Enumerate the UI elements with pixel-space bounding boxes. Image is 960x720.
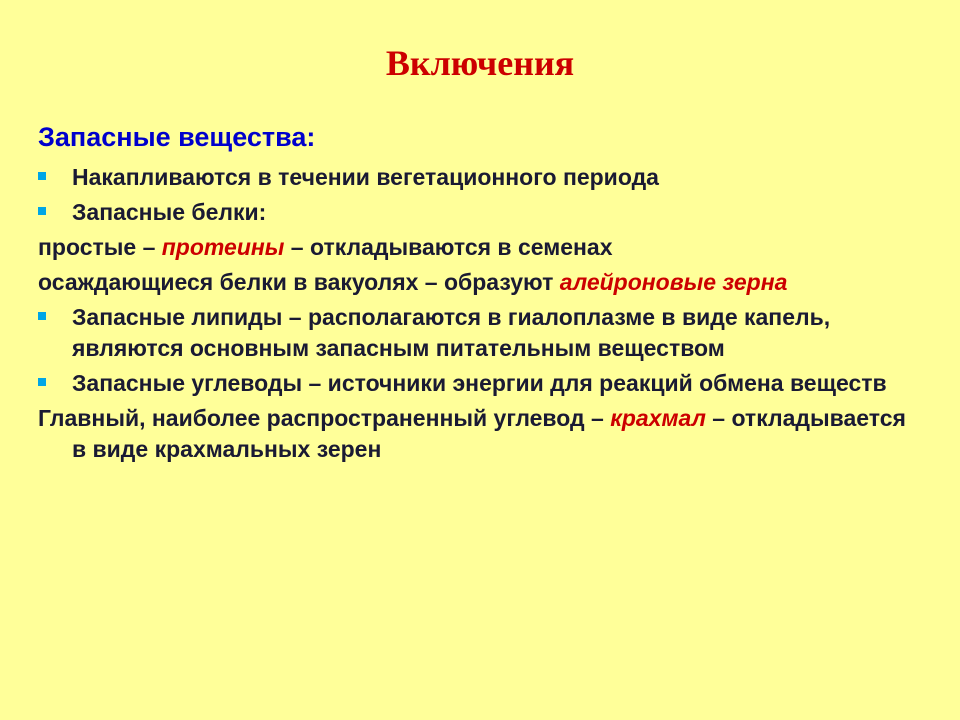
bullet-text: Запасные белки: <box>72 199 267 225</box>
bullet-text: Запасные липиды – располагаются в гиалоплазме в виде капель, являются основным запасным питательным веществом <box>72 304 831 361</box>
bullet-item-proteins <box>38 197 908 228</box>
bullet-item-lipids <box>38 302 908 364</box>
text-line-starch <box>38 403 908 465</box>
line-text: – откладываются в семенах <box>284 234 613 260</box>
bullet-text: Запасные углеводы – источники энергии для реакций обмена веществ <box>72 370 887 396</box>
square-bullet-icon <box>38 312 46 320</box>
bullet-item-carbohydrates <box>38 368 908 399</box>
text-line-simple-proteins <box>38 232 908 263</box>
line-text: осаждающиеся белки в вакуолях – образуют <box>38 269 560 295</box>
square-bullet-icon <box>38 378 46 386</box>
line-text: простые – <box>38 234 162 260</box>
bullet-text: Накапливаются в течении вегетационного периода <box>72 164 659 190</box>
slide-content <box>38 162 908 469</box>
highlight-term-starch: крахмал <box>610 405 706 431</box>
highlight-term-aleurone: алейроновые зерна <box>559 269 788 295</box>
square-bullet-icon <box>38 207 46 215</box>
line-text: Главный, наиболее распространенный углевод – <box>38 405 611 431</box>
slide-subtitle: Запасные вещества: <box>38 122 316 152</box>
slide-title: Включения <box>385 43 575 83</box>
line-text: – откладывается в виде крахмальных зерен <box>72 405 906 462</box>
square-bullet-icon <box>38 172 46 180</box>
bullet-item-accumulation <box>38 162 908 193</box>
text-line-vacuole-proteins <box>38 267 908 298</box>
highlight-term-proteins: протеины <box>161 234 285 260</box>
